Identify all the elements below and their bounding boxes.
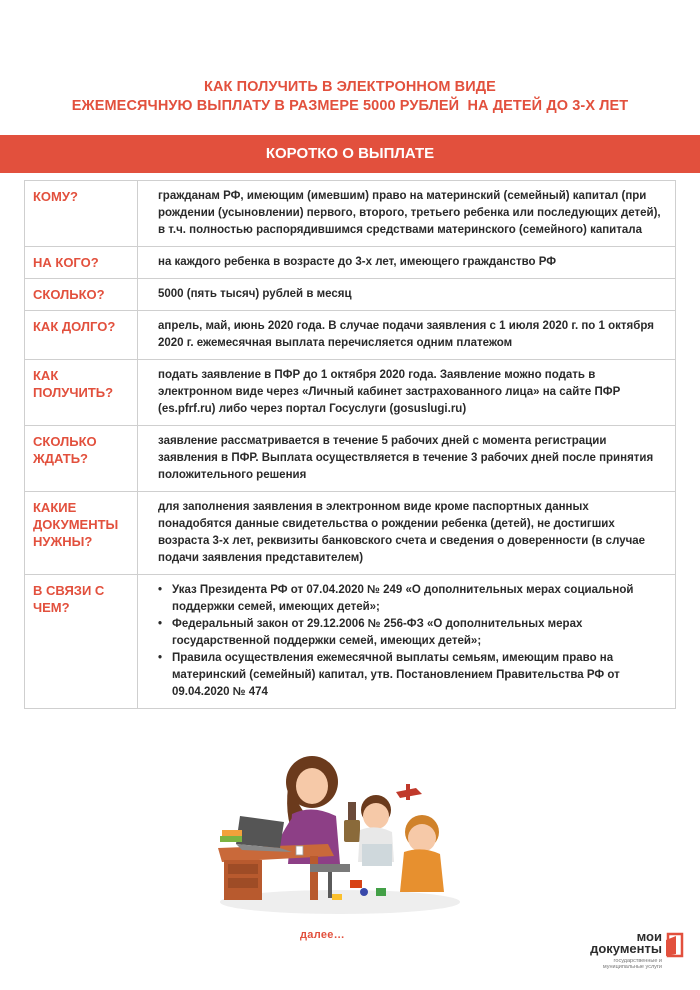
row-question: В СВЯЗИ С ЧЕМ? [25,575,138,709]
list-item: • Федеральный закон от 29.12.2006 № 256-ФЗ «О дополнительных мерах государственной поддержки семей, имеющих детей»; [172,616,663,650]
table-row [25,492,676,575]
row-question: СКОЛЬКО? [25,279,138,311]
table-row [25,311,676,360]
info-table [24,180,676,709]
row-answer: подать заявление в ПФР до 1 октября 2020 года. Заявление можно подать в электронном виде через «Личный кабинет застрахованного лица» на сайте ПФР (es.pfrf.ru) либо через портал Госуслуги (gosuslugi.ru) [138,360,676,426]
page-title [0,78,700,116]
logo-mark-icon [664,932,684,958]
table-row [25,181,676,247]
row-question: КАК ПОЛУЧИТЬ? [25,360,138,426]
legal-basis-list [158,582,663,701]
table-row [25,360,676,426]
row-question: СКОЛЬКО ЖДАТЬ? [25,426,138,492]
table-row [25,575,676,709]
section-banner: КОРОТКО О ВЫПЛАТЕ [0,135,700,173]
row-answer: гражданам РФ, имеющим (имевшим) право на материнский (семейный) капитал (при рождении (усыновлении) первого, второго, третьего ребенка или последующих детей), в т.ч. полностью распорядившимся средствами материнского (семейного) капитала [138,181,676,247]
moi-dokumenty-logo [574,930,686,974]
row-answer: заявление рассматривается в течение 5 рабочих дней с момента регистрации заявления в ПФР. Выплата осуществляется в течение 3 рабочих дней после принятия положительного решения [138,426,676,492]
row-question: КАК ДОЛГО? [25,311,138,360]
row-answer: 5000 (пять тысяч) рублей в месяц [138,279,676,311]
row-answer-list [138,575,676,709]
continue-label: далее… [300,929,345,941]
table-row [25,247,676,279]
family-illustration [200,752,460,924]
list-item: • Правила осуществления ежемесячной выплаты семьям, имеющим право на материнский (семейный) капитал, утв. Постановлением Правительства РФ от 09.04.2020 № 474 [172,650,663,701]
list-item: • Указ Президента РФ от 07.04.2020 № 249 «О дополнительных мерах социальной поддержки семей, имеющих детей»; [172,582,663,616]
row-question: КАКИЕ ДОКУМЕНТЫ НУЖНЫ? [25,492,138,575]
title-line-2: ЕЖЕМЕСЯЧНУЮ ВЫПЛАТУ В РАЗМЕРЕ 5000 РУБЛЕЙ НА ДЕТЕЙ ДО 3-Х ЛЕТ [71,98,629,114]
row-question: КОМУ? [25,181,138,247]
row-answer: для заполнения заявления в электронном виде кроме паспортных данных понадобятся данные свидетельства о рождении ребенка (детей), не достигших возраста 3-х лет, реквизиты банковского счета и сведения о доверенности (в случае подачи заявления представителем) [138,492,676,575]
row-question: НА КОГО? [25,247,138,279]
logo-line-1: мои [636,929,662,944]
logo-subtitle: государственные и муниципальные услуги [602,958,662,970]
row-answer: на каждого ребенка в возрасте до 3-х лет, имеющего гражданство РФ [138,247,676,279]
logo-line-2: документы [590,941,662,956]
row-answer: апрель, май, июнь 2020 года. В случае подачи заявления с 1 июля 2020 г. по 1 октября 2020 г. ежемесячная выплата перечисляется одним платежом [138,311,676,360]
title-line-1: КАК ПОЛУЧИТЬ В ЭЛЕКТРОННОМ ВИДЕ [204,79,496,95]
table-row [25,426,676,492]
table-row [25,279,676,311]
